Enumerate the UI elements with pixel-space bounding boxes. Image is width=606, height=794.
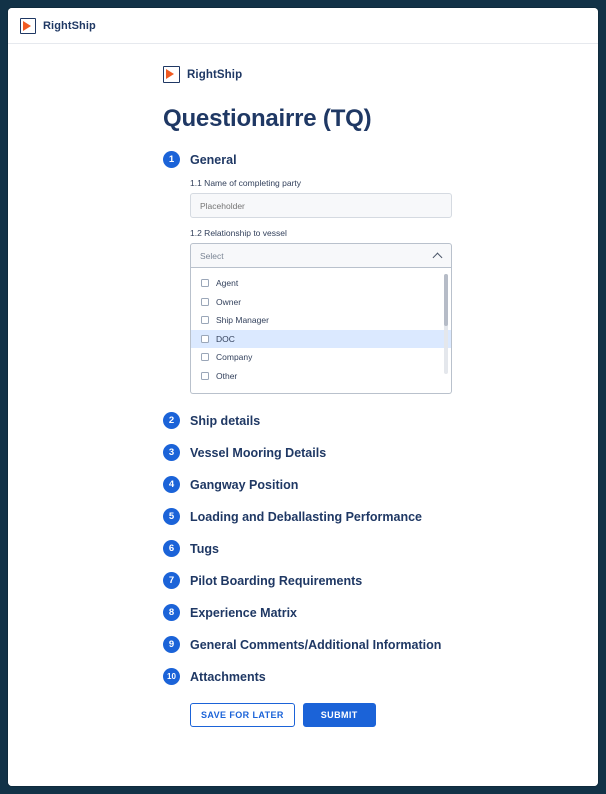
section-list: [163, 412, 598, 685]
checkbox-icon[interactable]: [201, 335, 209, 343]
option-label: Agent: [216, 278, 239, 289]
field-name-of-completing-party: [190, 178, 452, 218]
section-header-loading-and-deballasting-performance[interactable]: [163, 508, 598, 525]
checkbox-icon[interactable]: [201, 353, 209, 361]
submit-button[interactable]: SUBMIT: [303, 703, 376, 727]
section-number-badge: 2: [163, 412, 180, 429]
section-header-gangway-position[interactable]: [163, 476, 598, 493]
option-owner[interactable]: [191, 293, 451, 312]
option-label: Other: [216, 370, 238, 381]
section-label: General Comments/Additional Information: [190, 637, 442, 652]
section-number-badge: 1: [163, 151, 180, 168]
rightship-flag-icon: [20, 18, 36, 34]
section-label: Ship details: [190, 413, 261, 428]
section-number-badge: 6: [163, 540, 180, 557]
dropdown-scrollbar[interactable]: [444, 274, 448, 374]
option-label: Owner: [216, 296, 242, 307]
rightship-flag-icon: [163, 66, 180, 83]
section-header-experience-matrix[interactable]: [163, 604, 598, 621]
relationship-to-vessel-select[interactable]: [190, 243, 452, 268]
field-label: 1.1 Name of completing party: [190, 178, 302, 188]
section-label: Experience Matrix: [190, 605, 297, 620]
section-number-badge: 7: [163, 572, 180, 589]
section-number-badge: 9: [163, 636, 180, 653]
app-brand-label: RightShip: [43, 19, 96, 32]
field-label: 1.2 Relationship to vessel: [190, 228, 287, 238]
section-header-general-comments[interactable]: [163, 636, 598, 653]
scrollbar-thumb[interactable]: [444, 274, 448, 326]
section-number-badge: 3: [163, 444, 180, 461]
option-label: Company: [216, 352, 253, 363]
checkbox-icon[interactable]: [201, 279, 209, 287]
save-for-later-button[interactable]: SAVE FOR LATER: [190, 703, 295, 727]
option-company[interactable]: [191, 348, 451, 367]
page-scroll-area: [8, 44, 598, 786]
section-number-badge: 5: [163, 508, 180, 525]
name-of-completing-party-input[interactable]: [190, 193, 452, 218]
option-agent[interactable]: [191, 274, 451, 293]
section-number-badge: 8: [163, 604, 180, 621]
form-content: [8, 44, 598, 727]
section-header-tugs[interactable]: [163, 540, 598, 557]
browser-window: [8, 8, 598, 786]
checkbox-icon[interactable]: [201, 316, 209, 324]
section-label: Attachments: [190, 669, 266, 684]
relationship-to-vessel-options[interactable]: [190, 268, 452, 394]
section-label: Pilot Boarding Requirements: [190, 573, 363, 588]
app-header: [8, 8, 598, 44]
option-ship-manager[interactable]: [191, 311, 451, 330]
option-label: Ship Manager: [216, 315, 269, 326]
section-label: Vessel Mooring Details: [190, 445, 327, 460]
section-header-attachments[interactable]: [163, 668, 598, 685]
section-label: Loading and Deballasting Performance: [190, 509, 422, 524]
section-label: Gangway Position: [190, 477, 299, 492]
form-brand-label: RightShip: [187, 68, 243, 81]
form-brand: [163, 66, 598, 83]
section-header-vessel-mooring-details[interactable]: [163, 444, 598, 461]
section-header-ship-details[interactable]: [163, 412, 598, 429]
section-header-pilot-boarding-requirements[interactable]: [163, 572, 598, 589]
section-label: General: [190, 152, 237, 167]
form-actions: [190, 703, 598, 727]
section-label: Tugs: [190, 541, 219, 556]
chevron-up-icon[interactable]: [434, 252, 442, 260]
option-other[interactable]: [191, 367, 451, 386]
checkbox-icon[interactable]: [201, 298, 209, 306]
section-number-badge: 4: [163, 476, 180, 493]
page-title: Questionairre (TQ): [163, 105, 372, 132]
option-doc[interactable]: [191, 330, 451, 349]
select-value: Select: [200, 250, 224, 261]
checkbox-icon[interactable]: [201, 372, 209, 380]
section-header-general: [163, 151, 598, 168]
section-number-badge: 10: [163, 668, 180, 685]
option-label: DOC: [216, 333, 235, 344]
field-relationship-to-vessel: [190, 228, 452, 394]
